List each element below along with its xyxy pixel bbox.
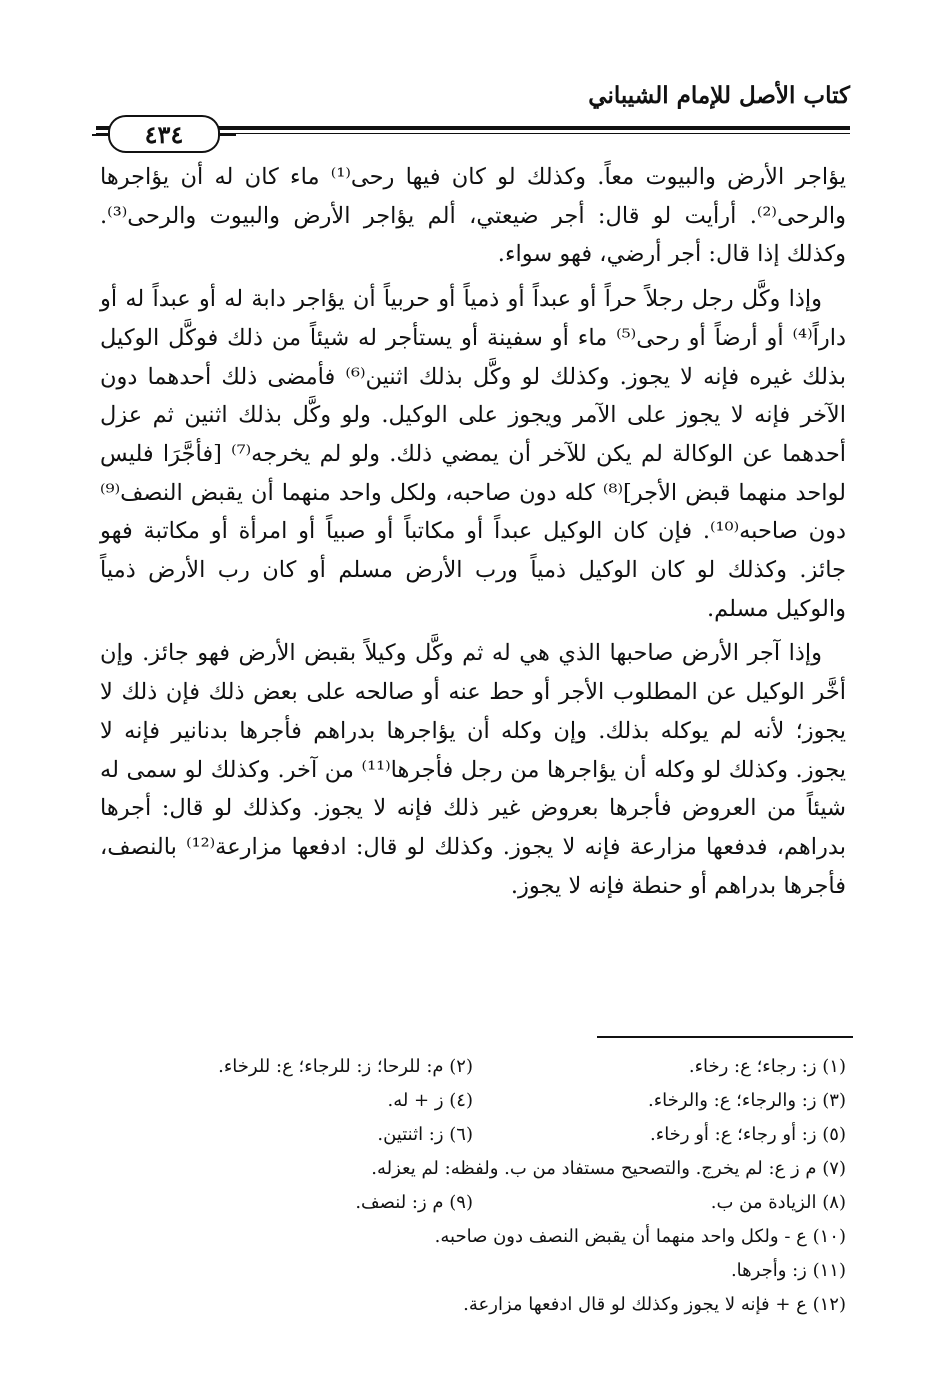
footnote-6: (٦) ز: اثنتين. xyxy=(377,1124,473,1145)
page-header xyxy=(96,82,850,152)
footnote-12: (١٢) ع + فإنه لا يجوز وكذلك لو قال ادفعها مزارعة. xyxy=(463,1294,846,1315)
footnote-11: (١١) ز: وأجرها. xyxy=(730,1260,846,1281)
footnote-5: (٥) ز: أو رجاء؛ ع: أو رخاء. xyxy=(650,1124,846,1145)
main-text xyxy=(100,158,846,905)
footnote-2: (٢) م: للرحا؛ ز: للرجاء؛ ع: للرخاء. xyxy=(218,1056,473,1077)
footnote-4: (٤) ز + له. xyxy=(387,1090,473,1111)
footnote-8: (٨) الزيادة من ب. xyxy=(710,1192,846,1213)
paragraph-2: وإذا وكَّل رجل رجلاً حراً أو عبداً أو ذمياً أو حربياً أن يؤاجر دابة له أو عبداً له أو داراً⁽⁴⁾ أو أرضاً أو رحى⁽⁵⁾ ماء أو سفينة أو يستأجر له شيئاً من ذلك فوكَّل الوكيل بذلك غيره فإنه لا يجوز. وكذلك لو وكَّل بذلك اثنين⁽⁶⁾ فأمضى ذلك أحدهما دون الآخر فإنه لا يجوز على الآمر ويجوز على الوكيل. ولو وكَّل بذلك اثنين ثم عزل أحدهما عن الوكالة لم يكن للآخر أن يمضي ذلك. ولو لم يخرجه⁽⁷⁾ [فأجَّرَا فليس لواحد منهما قبض الأجر]⁽⁸⁾ كله دون صاحبه، ولكل واحد منهما أن يقبض النصف⁽⁹⁾ دون صاحبه⁽¹⁰⁾. فإن كان الوكيل عبداً أو مكاتباً أو صبياً أو امرأة أو مكاتبة فهو جائز. وكذلك لو كان الوكيل ذمياً ورب الأرض مسلم أو كان رب الأرض ذمياً والوكيل مسلم. xyxy=(100,286,847,622)
footnote-separator xyxy=(597,1036,853,1038)
page-number: ٤٣٤ xyxy=(144,119,184,149)
footnote-row xyxy=(100,1220,846,1254)
footnote-row xyxy=(100,1050,846,1084)
footnote-7: (٧) م ز ع: لم يخرج. والتصحيح مستفاد من ب. ولفظه: لم يعزله. xyxy=(371,1158,846,1179)
paragraph-3: وإذا آجر الأرض صاحبها الذي هي له ثم وكَّل وكيلاً بقبض الأرض فهو جائز. وإن أخَّر الوكيل عن المطلوب الأجر أو حط عنه أو صالحه على بعض ذلك فإن ذلك لا يجوز؛ لأنه لم يوكله بذلك. وإن وكله أن يؤاجرها بدراهم فأجرها بدنانير فإنه لا يجوز. وكذلك لو وكله أن يؤاجرها من رجل فأجرها⁽¹¹⁾ من آخر. وكذلك لو سمى له شيئاً من العروض فأجرها بعروض غير ذلك فإنه لا يجوز. وكذلك لو قال: أجرها بدراهم، فدفعها مزارعة فإنه لا يجوز. وكذلك لو قال: ادفعها مزارعة⁽¹²⁾ بالنصف، فأجرها بدراهم أو حنطة فإنه لا يجوز. xyxy=(100,640,846,899)
paragraph-1: يؤاجر الأرض والبيوت معاً. وكذلك لو كان فيها رحى⁽¹⁾ ماء كان له أن يؤاجرها والرحى⁽²⁾. أرأيت لو قال: أجر ضيعتي، ألم يؤاجر الأرض والبيوت والرحى⁽³⁾. وكذلك إذا قال: أجر أرضي، فهو سواء. xyxy=(100,164,846,268)
footnote-row xyxy=(100,1084,846,1118)
page-number-badge xyxy=(108,115,220,153)
footnote-row xyxy=(100,1118,846,1152)
footnote-3: (٣) ز: والرجاء؛ ع: والرخاء. xyxy=(648,1090,846,1111)
running-title: كتاب الأصل للإمام الشيباني xyxy=(588,82,850,109)
footnote-row xyxy=(100,1254,846,1288)
footnote-row xyxy=(100,1152,846,1186)
footnote-row xyxy=(100,1288,846,1322)
footnote-row xyxy=(100,1186,846,1220)
footnote-10: (١٠) ع - ولكل واحد منهما أن يقبض النصف دون صاحبه. xyxy=(434,1226,846,1247)
footnote-9: (٩) م ز: لنصف. xyxy=(355,1192,473,1213)
footnotes xyxy=(100,1050,846,1322)
footnote-1: (١) ز: رجاء؛ ع: رخاء. xyxy=(688,1056,846,1077)
